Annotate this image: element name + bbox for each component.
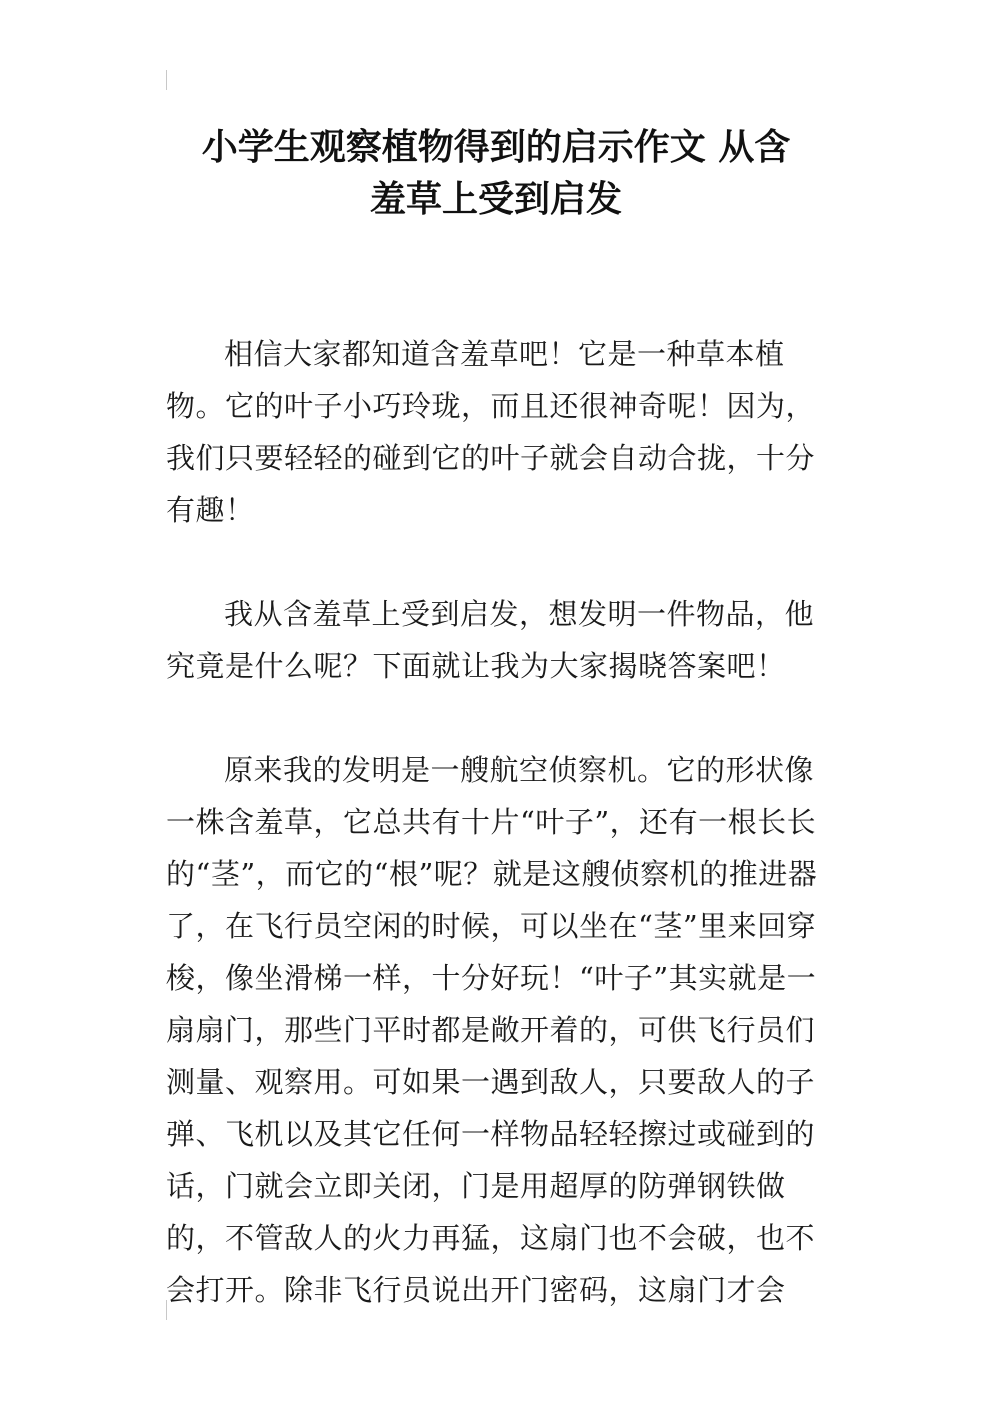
document-title: [150, 122, 842, 226]
paragraph-3: 原来我的发明是一艘航空侦察机。它的形状像一株含羞草，它总共有十片“叶子”，还有一根长长的“茎”，而它的“根”呢？就是这艘侦察机的推进器了，在飞行员空闲的时候，可以坐在“茎”里来回穿梭，像坐滑梯一样，十分好玩！“叶子”其实就是一扇扇门，那些门平时都是敞开着的，可供飞行员们测量、观察用。可如果一遇到敌人，只要敌人的子弹、飞机以及其它任何一样物品轻轻擦过或碰到的话，门就会立即关闭，门是用超厚的防弹钢铁做的，不管敌人的火力再猛，这扇门也不会破，也不会打开。除非飞行员说出开门密码，这扇门才会: [166, 753, 818, 1307]
paragraph-1: 相信大家都知道含羞草吧！它是一种草本植物。它的叶子小巧玲珑，而且还很神奇呢！因为，我们只要轻轻的碰到它的叶子就会自动合拢，十分有趣！: [166, 337, 816, 527]
crop-mark-top: [166, 70, 167, 90]
paragraph-2: 我从含羞草上受到启发，想发明一件物品，他究竟是什么呢？下面就让我为大家揭晓答案吧！: [166, 597, 815, 683]
title-line-2: 羞草上受到启发: [369, 179, 622, 220]
document-body: [166, 328, 832, 1316]
title-line-1: 小学生观察植物得到的启示作文 从含: [201, 127, 791, 168]
